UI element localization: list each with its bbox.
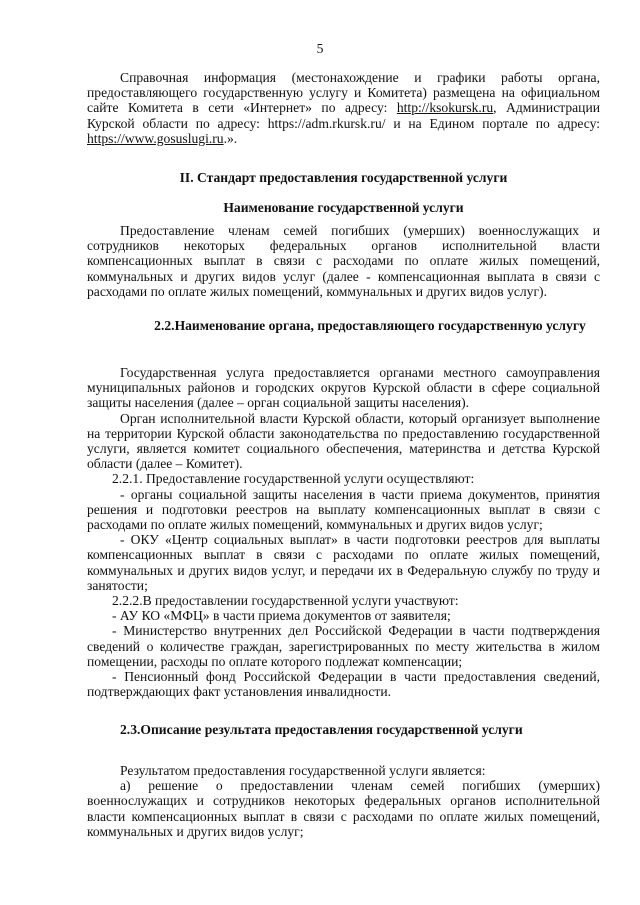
list-item: - АУ КО «МФЦ» в части приема документов от заявителя;: [112, 608, 451, 624]
section-2-title: II. Стандарт предоставления государственной услуги: [179, 170, 508, 185]
paragraph: Орган исполнительной власти Курской области, который организует выполнение на территории Курской области законодательства по предоставлению государственной услуги, является комитет социального обеспечения, материнства и детства Курской области (далее – Комитет).: [87, 410, 600, 472]
list-item: - органы социальной защиты населения в части приема документов, принятия решения и подготовки реестров на выплату компенсационных выплат в связи с расходами по оплате жилых помещений, коммунальных и других видов услуг;: [87, 486, 600, 533]
paragraph: Результатом предоставления государственной услуги является:: [120, 763, 486, 778]
committee-link[interactable]: http://ksokursk.ru: [396, 100, 494, 116]
paragraph: 2.2.2.В предоставлении государственной услуги участвуют:: [112, 593, 459, 609]
list-item: - ОКУ «Центр социальных выплат» в части подготовки реестров для выплаты компенсационных выплат в связи с расходами по оплате жилых помещений, коммунальных и других видов услуг, и передачи их в Федеральную службу по труду и занятости;: [87, 532, 600, 593]
section-2-2-body: [87, 365, 600, 699]
intro-paragraph-block: [87, 70, 600, 146]
gosuslugi-link[interactable]: https://www.gosuslugi.ru: [87, 130, 224, 146]
intro-suffix: .».: [223, 130, 238, 146]
list-item: - Министерство внутренних дел Российской Федерации в части подтверждения сведений о количестве граждан, зарегистрированных по месту жительства в жилом помещении, расходы по оплате которого подлежат компенсации;: [87, 623, 600, 669]
list-item: - Пенсионный фонд Российской Федерации в части предоставления сведений, подтверждающих факт установления инвалидности.: [87, 669, 600, 700]
paragraph: 2.2.1. Предоставление государственной услуги осуществляют:: [112, 471, 475, 487]
list-item: а) решение о предоставлении членам семей погибших (умерших) военнослужащих и сотрудников некоторых федеральных органов исполнительной власти компенсационных выплат в связи с расходами по оплате жилых помещений, коммунальных и других видов услуг;: [87, 778, 600, 839]
section-2-1-body: [87, 223, 600, 299]
intro-paragraph: [87, 70, 600, 146]
intro-middle: , Администрации Курской области по адресу: https://adm.rkursk.ru/ и на Едином портале по адресу:: [87, 100, 600, 131]
section-2-1-paragraph: Предоставление членам семей погибших (умерших) военнослужащих и сотрудников некоторых федеральных органов исполнительной власти компенсационных выплат в связи с расходами по оплате жилых помещений, коммунальных и других видов услуг (далее - компенсационная выплата в связи с расходами по оплате жилых помещений, коммунальных и других видов услуг).: [87, 223, 600, 299]
section-2-1-title: Наименование государственной услуги: [223, 200, 464, 215]
section-2-3-body: [87, 763, 600, 839]
section-2-3-title: 2.3.Описание результата предоставления государственной услуги: [120, 722, 523, 737]
section-2-2-title: 2.2.Наименование органа, предоставляющего государственную услугу: [154, 318, 586, 333]
page-number: 5: [316, 41, 324, 56]
paragraph: Государственная услуга предоставляется органами местного самоуправления муниципальных районов и городских округов Курской области в сфере социальной защиты населения (далее – орган социальной защиты населения).: [87, 365, 600, 411]
intro-prefix: Справочная информация (местонахождение и графики работы органа, предоставляющего государственную услугу и Комитета) размещена на официальном сайте Комитета в сети «Интернет» по адресу:: [87, 70, 600, 116]
